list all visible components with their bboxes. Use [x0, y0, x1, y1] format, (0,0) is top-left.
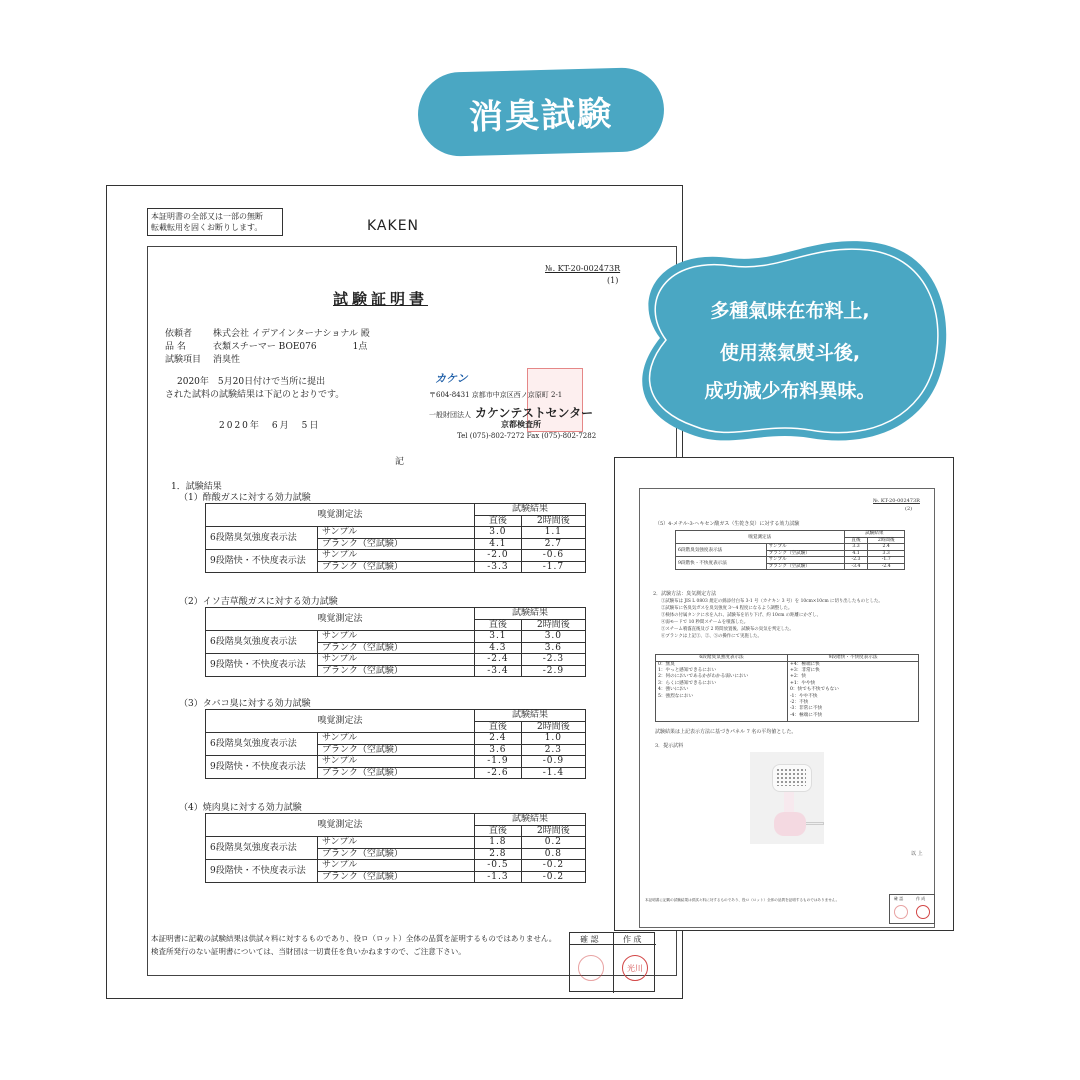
cell-value: 2.4 [868, 544, 905, 551]
scale9-label: 9段階快・不快度表示法 [676, 557, 767, 570]
page2-footer: 本証明書に記載の試験結果は供試々料に対するものであり、役ロ（ロット）全体の品質を証明するものではありません。 [645, 898, 840, 902]
test-certificate-page-1 [106, 185, 683, 999]
scale9-items [788, 661, 919, 721]
test-title: （4）焼肉臭に対する効力試験 [179, 803, 302, 813]
test-results-table [205, 709, 586, 779]
lab-phone: Tel (075)-802-7272 Fax (075)-802-7282 [457, 432, 597, 440]
cell-value: -0.9 [521, 756, 585, 768]
paragraph-line-1: 2020年 5月20日付けで当所に提出 [177, 377, 326, 387]
scale9-label: 9段階快・不快度表示法 [206, 756, 318, 779]
footer-disclaimer [151, 932, 556, 958]
callout-line-2: 使用蒸氣熨斗後, [719, 342, 861, 364]
sample-label: サンプル [318, 756, 475, 768]
blank-label: ブランク（空試験） [318, 642, 475, 654]
submission-paragraph [165, 376, 344, 402]
certificate-title: 試験証明書 [333, 290, 429, 308]
lab-branch: 京都検査所 [501, 419, 541, 429]
cell-value: 3.3 [868, 550, 905, 557]
method-header: 嗅覚測定法 [206, 608, 475, 631]
callout-line-3: 成功減少布料異味。 [704, 380, 876, 402]
col-2h: 2時間後 [521, 515, 585, 527]
blank-label: ブランク（空試験） [766, 550, 844, 557]
page2-create-seal [916, 905, 930, 919]
scale9-item: 0：快でも不快でもない [790, 687, 839, 693]
ki-mark: 記 [395, 457, 405, 467]
method-section-title: 2．試験方法：臭気測定方法 [653, 591, 717, 597]
stamp-create-label: 作 成 [623, 935, 642, 944]
blank-label: ブランク（空試験） [318, 561, 475, 573]
blank-label: ブランク（空試験） [318, 848, 475, 860]
method-line: ⑥ブランクは上記①、②、⑤の操作にて実施した。 [661, 634, 762, 639]
test-results-table [205, 503, 586, 573]
cell-value: -2.6 [475, 767, 522, 779]
cell-value: -2.4 [868, 563, 905, 570]
col-immediate: 直後 [475, 825, 522, 837]
scale9-item: +2：快 [790, 674, 806, 680]
scale6-item: 0：無臭 [658, 661, 675, 667]
steamer-base [774, 812, 806, 836]
sample-section-title: 3．提示試料 [655, 743, 684, 749]
scale9-item: -4：極端に不快 [790, 712, 823, 718]
col-immediate: 直後 [844, 537, 868, 544]
test-title: （1）酢酸ガスに対する効力試験 [179, 493, 311, 503]
cell-value: 1.0 [521, 733, 585, 745]
info-row-product [165, 339, 367, 352]
lab-address: 〒604-8431 京都市中京区西ノ京原町 2-1 [429, 391, 563, 399]
sample-label: サンプル [318, 631, 475, 643]
col-2h: 2時間後 [521, 825, 585, 837]
lab-name: カケンテストセンター [475, 406, 594, 420]
title-pill [417, 67, 665, 157]
page2-stamp-confirm: 確 認 [894, 896, 904, 901]
cell-value: -2.4 [475, 654, 522, 666]
lab-logo: カケン [435, 372, 468, 385]
confirm-seal [578, 955, 604, 981]
method-line: ③検体の付属タンクに水を入れ、試験布を吊り下げ、約 10cm の距離にかざし、 [661, 613, 821, 618]
cell-value: 1.8 [475, 837, 522, 849]
cell-value: -1.3 [475, 871, 522, 883]
scale9-title: 9段階快・不快度表示法 [788, 655, 919, 662]
scale6-item: 1：やっと感知できるにおい [658, 667, 717, 673]
notice-line-2: 転載転用を固くお断りします。 [151, 223, 263, 232]
results-section-title: 1．試験結果 [171, 482, 222, 492]
callout-line-1: 多種氣味在布料上, [710, 300, 870, 322]
cell-value: 3.6 [521, 642, 585, 654]
cell-value: 3.0 [521, 631, 585, 643]
blank-label: ブランク（空試験） [318, 871, 475, 883]
col-2h: 2時間後 [521, 619, 585, 631]
cell-value: 3.6 [475, 744, 522, 756]
scale6-label: 6段階臭気強度表示法 [676, 544, 767, 557]
method-line: ②試験布に各臭気ガスを臭気強度 3～4 程度になるよう調整した。 [661, 606, 793, 611]
blank-label: ブランク（空試験） [318, 744, 475, 756]
sample-label: サンプル [318, 733, 475, 745]
cell-value: -1.7 [521, 561, 585, 573]
scale6-item: 2：何のにおいであるかがわかる弱いにおい [658, 674, 749, 680]
cell-value: -0.5 [475, 860, 522, 872]
scale9-item: -2：不快 [790, 699, 809, 705]
col-2h: 2時間後 [521, 721, 585, 733]
sample-label: サンプル [318, 654, 475, 666]
cell-value: -0.6 [521, 550, 585, 562]
info-key: 品 名 [165, 342, 186, 352]
page2-stamp-create: 作 成 [916, 896, 926, 901]
scale9-item: +3：非常に快 [790, 667, 820, 673]
issue-date: 2020年 6月 5日 [219, 421, 321, 431]
scale6-item: 4：強いにおい [658, 687, 689, 693]
cell-value: -0.2 [521, 871, 585, 883]
sample-label: サンプル [318, 860, 475, 872]
cell-value: 4.3 [475, 642, 522, 654]
scale6-items [656, 661, 788, 721]
create-seal: 光川 [622, 955, 648, 981]
method-header: 嗅覚測定法 [206, 710, 475, 733]
page-title: 消臭試験 [468, 93, 614, 138]
cell-value: -0.2 [521, 860, 585, 872]
steamer-vent-grid [776, 768, 806, 786]
cell-value: -1.7 [868, 557, 905, 564]
info-row-test-item [165, 352, 240, 365]
footer-line-2: 検査所発行のない証明書については、当財団は一切責任を負いかねますので、ご注意下さい。 [151, 947, 466, 956]
info-key: 試験項目 [165, 355, 202, 365]
document-number: №. KT-20-002473R [545, 264, 621, 273]
info-key: 依頼者 [165, 329, 193, 339]
cell-value: 4.1 [844, 550, 868, 557]
page2-page-number: (2) [905, 506, 913, 512]
info-value: 消臭性 [213, 355, 241, 365]
scale6-label: 6段階臭気強度表示法 [206, 733, 318, 756]
lab-prefix: 一般財団法人 [429, 411, 471, 419]
scale9-label: 9段階快・不快度表示法 [206, 860, 318, 883]
cell-value: 2.3 [521, 744, 585, 756]
scale9-item: +1：やや快 [790, 680, 816, 686]
method-line: ④弱モードで 10 秒間スチームを噴霧した。 [661, 620, 749, 625]
cell-value: -2.3 [844, 557, 868, 564]
test5-title: （5）4-メチル-3-ヘキセン酸ガス（生乾き臭）に対する効力試験 [655, 521, 800, 527]
col-immediate: 直後 [475, 515, 522, 527]
page-number: (1) [607, 276, 619, 285]
cell-value: -2.9 [521, 665, 585, 677]
cell-value: 1.1 [521, 527, 585, 539]
approval-stamp-box [569, 932, 655, 992]
page2-confirm-seal [894, 905, 908, 919]
stamp-confirm-label: 確 認 [580, 935, 599, 944]
cell-value: 4.1 [475, 538, 522, 550]
method-line: ①試験布は JIS L 0803 規定の綿添付白布 3-1 号（カナキン 3 号）を 10cm×10cm に切り出したものとした。 [661, 599, 883, 604]
scale6-label: 6段階臭気強度表示法 [206, 631, 318, 654]
col-immediate: 直後 [475, 721, 522, 733]
paragraph-line-2: された試料の試験結果は下記のとおりです。 [165, 390, 345, 400]
sample-label: サンプル [318, 837, 475, 849]
result-header: 試験結果 [475, 814, 586, 826]
method-header: 嗅覚測定法 [676, 531, 845, 544]
cell-value: 3.0 [475, 527, 522, 539]
notice-line-1: 本証明書の全部又は一部の無断 [151, 212, 263, 221]
cell-value: -2.0 [475, 550, 522, 562]
info-value: 衣類スチーマー BOE076 1点 [213, 342, 368, 352]
scale6-item: 5：強烈なにおい [658, 693, 694, 699]
cell-value: -3.3 [475, 561, 522, 573]
method-line: ⑤スチーム噴霧直後及び 2 時間放置後、試験布の臭気を判定した。 [661, 627, 794, 632]
footer-line-1: 本証明書に記載の試験結果は供試々料に対するものであり、役ロ（ロット）全体の品質を証明するものではありません。 [151, 934, 557, 943]
test-results-table [205, 607, 586, 677]
scale9-item: +4：極端に快 [790, 661, 820, 667]
test-title: （2）イソ吉草酸ガスに対する効力試験 [179, 597, 338, 607]
info-value: 株式会社 イデアインターナショナル 殿 [213, 329, 370, 339]
scale-note: 試験結果は上記表示方法に基づきパネル 7 名の平均値とした。 [655, 729, 797, 735]
cell-value: 3.1 [475, 631, 522, 643]
blank-label: ブランク（空試験） [318, 665, 475, 677]
test-title: （3）タバコ臭に対する効力試験 [179, 699, 311, 709]
test-certificate-page-2 [614, 457, 954, 931]
col-2h: 2時間後 [868, 537, 905, 544]
cell-value: 0.2 [521, 837, 585, 849]
end-mark: 以 上 [911, 851, 923, 857]
method-header: 嗅覚測定法 [206, 504, 475, 527]
cell-value: 0.8 [521, 848, 585, 860]
scale6-item: 3：らくに感知できるにおい [658, 680, 717, 686]
result-header: 試験結果 [475, 608, 586, 620]
steamer-cord [805, 822, 824, 825]
result-header: 試験結果 [475, 710, 586, 722]
scale6-label: 6段階臭気強度表示法 [206, 527, 318, 550]
cell-value: 2.4 [475, 733, 522, 745]
sample-label: サンプル [318, 527, 475, 539]
page2-stamp-box [889, 894, 935, 924]
cell-value: 3.3 [844, 544, 868, 551]
scale9-item: -1：やや不快 [790, 693, 818, 699]
cell-value: -2.3 [521, 654, 585, 666]
cell-value: -3.4 [844, 563, 868, 570]
cell-value: 2.7 [521, 538, 585, 550]
steamer-product-photo [750, 752, 824, 844]
info-row-client [165, 326, 370, 339]
stamp-box-divider [613, 933, 614, 993]
scale-definitions-table [655, 654, 919, 722]
sample-label: サンプル [766, 544, 844, 551]
reproduction-notice [147, 208, 283, 236]
page2-document-number: №. KT-20-002473R [873, 498, 920, 504]
cell-value: -1.4 [521, 767, 585, 779]
scale9-label: 9段階快・不快度表示法 [206, 550, 318, 573]
header-brand: KAKEN [367, 218, 420, 234]
result-header: 試験結果 [844, 531, 904, 538]
blank-label: ブランク（空試験） [766, 563, 844, 570]
sample-label: サンプル [766, 557, 844, 564]
blank-label: ブランク（空試験） [318, 538, 475, 550]
scale9-item: -3：非常に不快 [790, 706, 823, 712]
col-immediate: 直後 [475, 619, 522, 631]
cell-value: -3.4 [475, 665, 522, 677]
cell-value: 2.8 [475, 848, 522, 860]
sample-label: サンプル [318, 550, 475, 562]
cell-value: -1.9 [475, 756, 522, 768]
method-header: 嗅覚測定法 [206, 814, 475, 837]
test-results-table [205, 813, 586, 883]
scale9-label: 9段階快・不快度表示法 [206, 654, 318, 677]
test5-table [675, 530, 905, 570]
result-header: 試験結果 [475, 504, 586, 516]
scale6-title: 6段階臭気強度表示法 [656, 655, 788, 662]
blank-label: ブランク（空試験） [318, 767, 475, 779]
scale6-label: 6段階臭気強度表示法 [206, 837, 318, 860]
